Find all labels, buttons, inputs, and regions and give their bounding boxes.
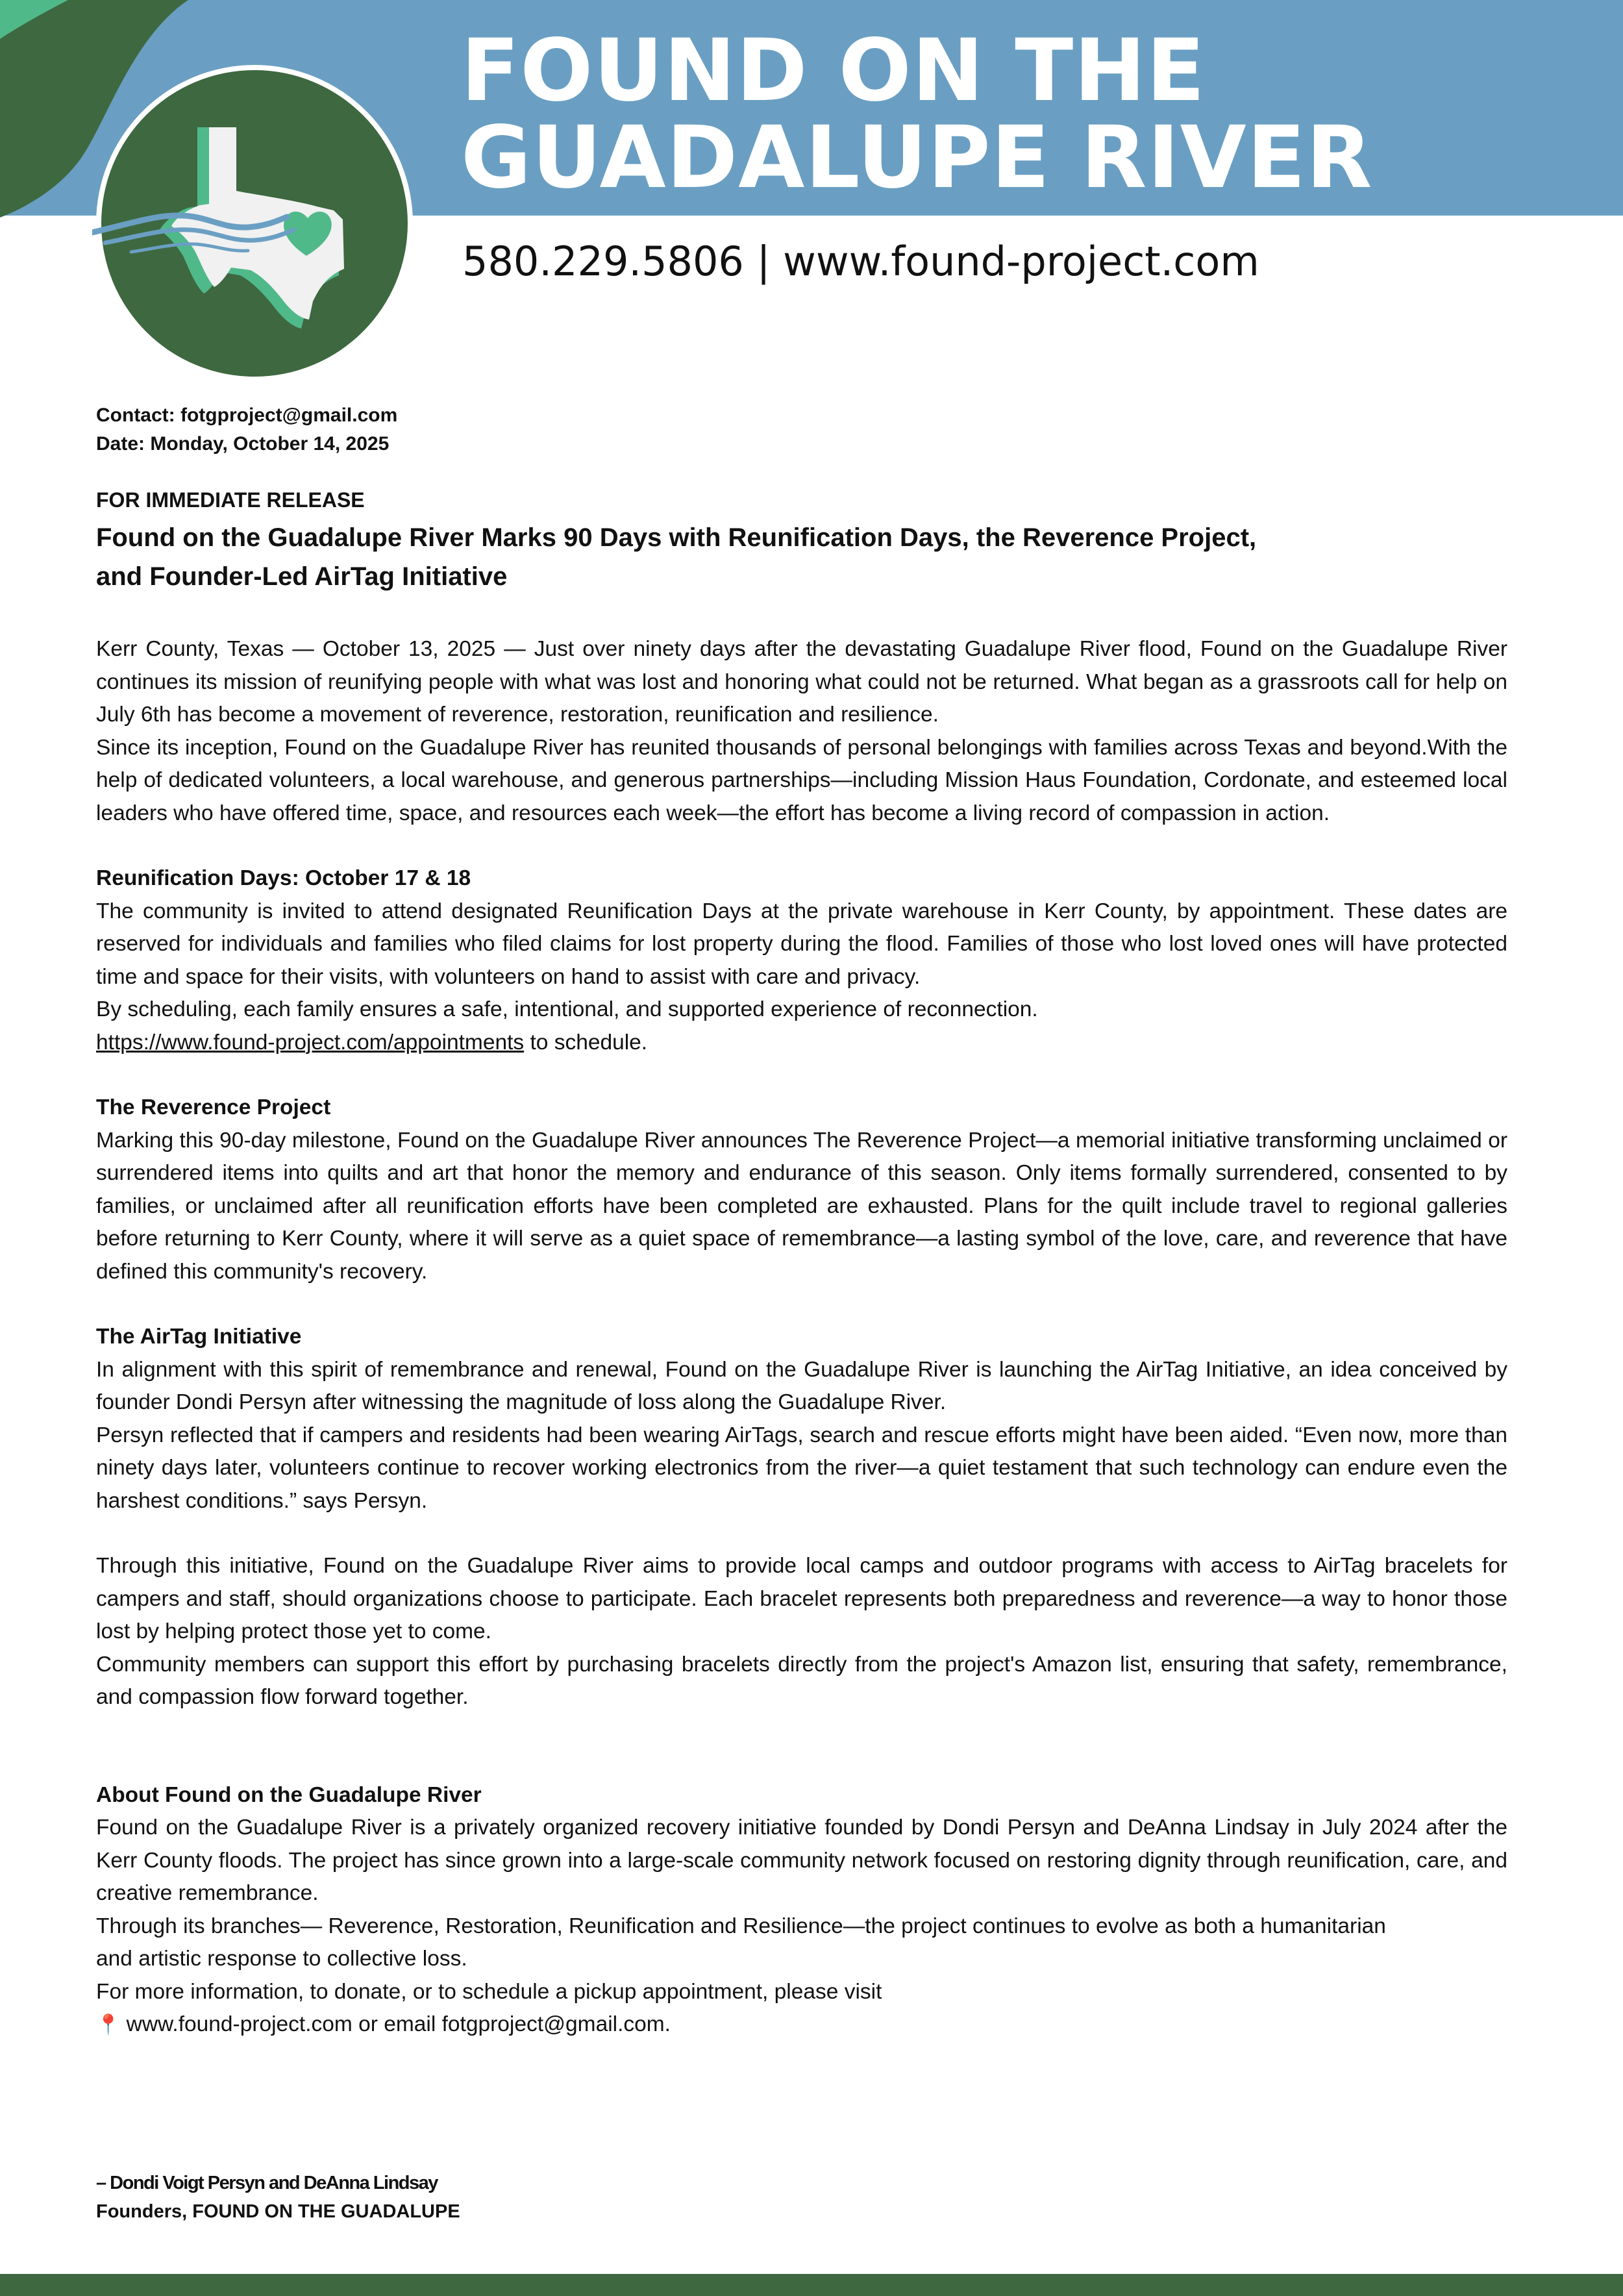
texas-heart-river-icon: [92, 61, 417, 386]
map-pin-icon: 📍: [96, 2014, 121, 2036]
headline-line-2: and Founder-Led AirTag Initiative: [96, 562, 508, 591]
intro-paragraph-2: Since its inception, Found on the Guadalupe River has reunited thousands of personal belongings with families across Texas and beyond.With the help of dedicated volunteers, a local warehouse, and generous partnerships—including Mission Haus Foundation, Cordonate, and esteemed local leaders who have offered time, space, and resources each week—the effort has become a living record of compassion in action.: [96, 735, 1507, 825]
press-release-body: [96, 633, 1507, 2042]
page-title: [461, 21, 1597, 208]
contact-block: [96, 401, 397, 458]
founder-names: – Dondi Voigt Persyn and DeAnna Lindsay: [96, 2173, 438, 2193]
airtag-heading: The AirTag Initiative: [96, 1325, 302, 1349]
headline-line-1: Found on the Guadalupe River Marks 90 Days with Reunification Days, the Reverence Project,: [96, 523, 1257, 552]
signature-block: [96, 2169, 460, 2226]
reverence-paragraph: Marking this 90-day milestone, Found on the Guadalupe River announces The Reverence Project—a memorial initiative transforming unclaimed or surrendered items into quilts and art that honor the memory and endurance of this season. Only items formally surrendered, consented to by families, or unclaimed after all reunification efforts have been completed are exhausted. Plans for the quilt include travel to regional galleries before returning to Kerr County, where it will serve as a quiet space of remembrance—a lasting symbol of the love, care, and reverence that have defined this community's recovery.: [96, 1128, 1507, 1284]
reunification-heading: Reunification Days: October 17 & 18: [96, 866, 471, 890]
headline: [96, 518, 1524, 596]
footer-bar: [0, 2274, 1623, 2296]
title-line-1: FOUND ON THE: [461, 21, 1206, 121]
about-heading: About Found on the Guadalupe River: [96, 1782, 482, 1807]
release-date: Date: Monday, October 14, 2025: [96, 433, 390, 455]
reverence-heading: The Reverence Project: [96, 1095, 331, 1119]
airtag-paragraph-4: Community members can support this effort by purchasing bracelets directly from the project's Amazon list, ensuring that safety, remembrance, and compassion flow forward together.: [96, 1652, 1507, 1709]
title-line-2: GUADALUPE RIVER: [461, 108, 1373, 208]
contact-email: Contact: fotgproject@gmail.com: [96, 405, 398, 426]
reunification-paragraph-1: The community is invited to attend designated Reunification Days at the private warehouse in Kerr County, by appointment. These dates are reserved for individuals and families who filed claims for lost property during the flood. Families of those who lost loved ones will have protected time and space for their visits, with volunteers on hand to assist with care and privacy.: [96, 899, 1507, 989]
airtag-paragraph-1: In alignment with this spirit of remembrance and renewal, Found on the Guadalupe River is launching the AirTag Initiative, an idea conceived by founder Dondi Persyn after witnessing the magnitude of loss along the Guadalupe River.: [96, 1357, 1507, 1414]
airtag-paragraph-2: Persyn reflected that if campers and residents had been wearing AirTags, search and rescue efforts might have been aided. “Even now, more than ninety days later, volunteers continue to recover working electronics from the river—a quiet testament that such technology can endure even the harshest conditions.” says Persyn.: [96, 1423, 1507, 1513]
about-contact-line: www.found-project.com or email fotgproject@gmail.com.: [120, 2012, 671, 2036]
phone-and-website: 580.229.5806 | www.found-project.com: [462, 238, 1259, 285]
appointments-link[interactable]: https://www.found-project.com/appointments: [96, 1030, 525, 1054]
about-paragraph-3: and artistic response to collective loss.: [96, 1947, 467, 1971]
appointments-line: [96, 1027, 1507, 1060]
appointments-suffix: to schedule.: [524, 1030, 648, 1054]
about-paragraph-5: [96, 2008, 1507, 2042]
airtag-paragraph-3: Through this initiative, Found on the Guadalupe River aims to provide local camps and outdoor programs with access to AirTag bracelets for campers and staff, should organizations choose to participate. Each bracelet represents both preparedness and reverence—a way to honor those lost by helping protect those yet to come.: [96, 1554, 1507, 1643]
about-paragraph-2: Through its branches— Reverence, Restoration, Reunification and Resilience—the project continues to evolve as both a humanitarian: [96, 1914, 1386, 1938]
about-paragraph-1: Found on the Guadalupe River is a privately organized recovery initiative founded by Dondi Persyn and DeAnna Lindsay in July 2024 after the Kerr County floods. The project has since grown into a large-scale community network focused on restoring dignity through reunification, care, and creative remembrance.: [96, 1816, 1507, 1905]
release-label: FOR IMMEDIATE RELEASE: [96, 488, 365, 512]
founder-title: Founders, FOUND ON THE GUADALUPE: [96, 2201, 460, 2222]
reunification-paragraph-2: By scheduling, each family ensures a safe, intentional, and supported experience of reconnection.: [96, 997, 1038, 1021]
about-paragraph-4: For more information, to donate, or to schedule a pickup appointment, please visit: [96, 1979, 882, 2004]
intro-paragraph-1: Kerr County, Texas — October 13, 2025 — Just over ninety days after the devastating Guadalupe River flood, Found on the Guadalupe River continues its mission of reunifying people with what was lost and honoring what could not be returned. What began as a grassroots call for help on July 6th has become a movement of reverence, restoration, reunification and resilience.: [96, 637, 1507, 727]
